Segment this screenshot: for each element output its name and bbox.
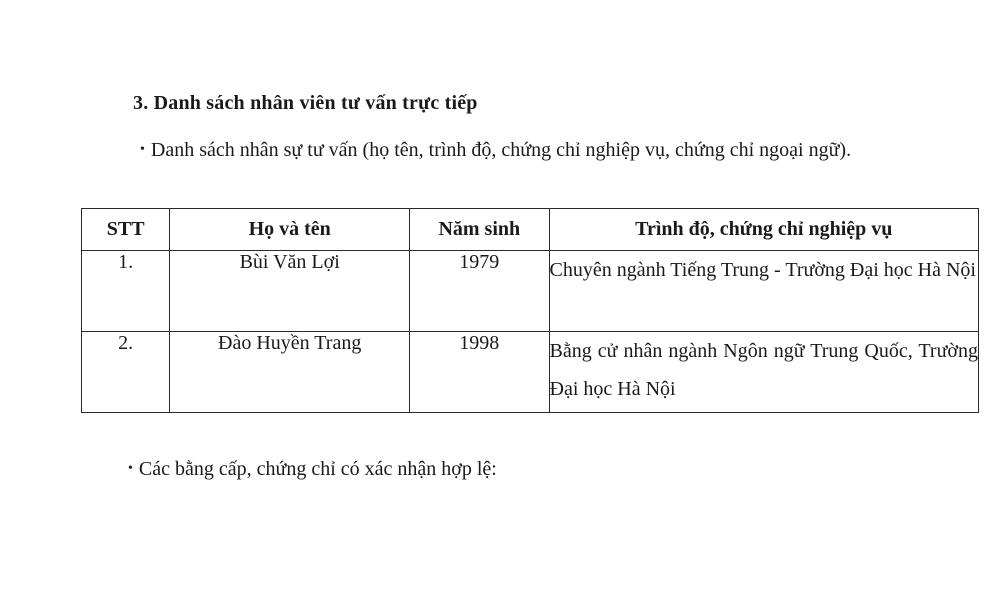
row-birth-year: 1979	[410, 251, 549, 332]
intro-paragraph	[133, 130, 963, 170]
row-name: Đào Huyền Trang	[170, 332, 410, 413]
row-name: Bùi Văn Lợi	[170, 251, 410, 332]
table-row	[82, 251, 979, 332]
row-stt: 2.	[82, 332, 170, 413]
header-qualification: Trình độ, chứng chỉ nghiệp vụ	[549, 209, 978, 251]
table-header-row	[82, 209, 979, 251]
bullet-icon: •	[140, 142, 145, 157]
certificates-note	[128, 458, 497, 481]
header-stt: STT	[82, 209, 170, 251]
row-qualification: Bằng cử nhân ngành Ngôn ngữ Trung Quốc, Trường Đại học Hà Nội	[549, 332, 978, 413]
intro-text: Danh sách nhân sự tư vấn (họ tên, trình độ, chứng chỉ nghiệp vụ, chứng chỉ ngoại ngữ).	[150, 139, 852, 161]
certificates-note-text: Các bằng cấp, chứng chỉ có xác nhận hợp lệ:	[138, 458, 497, 480]
bullet-icon: •	[128, 461, 133, 476]
table-row	[82, 332, 979, 413]
staff-table	[81, 208, 979, 413]
row-qualification: Chuyên ngành Tiếng Trung - Trường Đại học Hà Nội	[549, 251, 978, 332]
header-birth-year: Năm sinh	[410, 209, 549, 251]
row-stt: 1.	[82, 251, 170, 332]
row-birth-year: 1998	[410, 332, 549, 413]
section-heading: 3. Danh sách nhân viên tư vấn trực tiếp	[133, 92, 478, 114]
header-name: Họ và tên	[170, 209, 410, 251]
